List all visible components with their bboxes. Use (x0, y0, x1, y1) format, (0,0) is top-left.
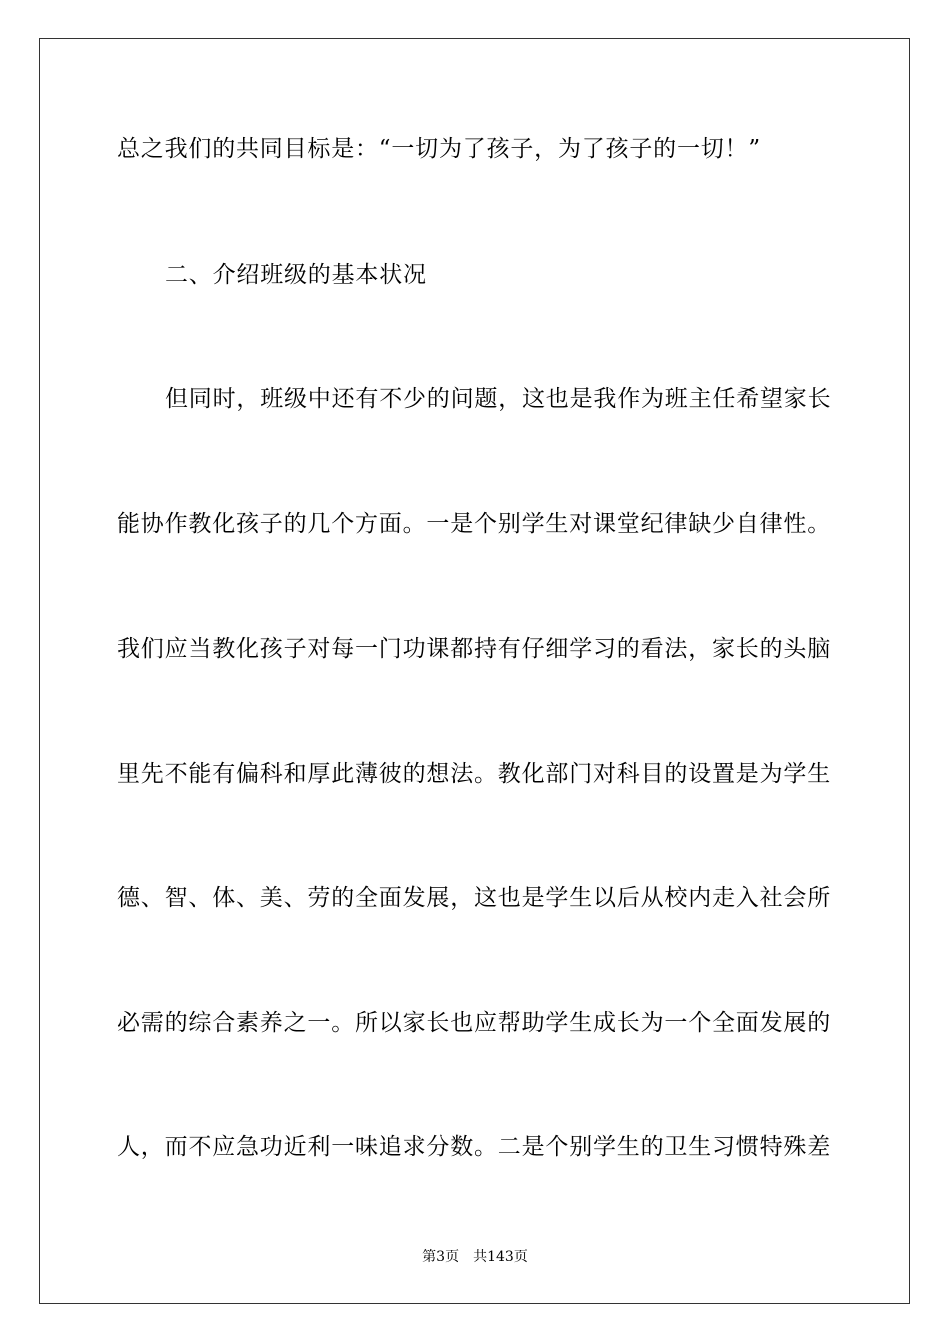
page-total: 共143页 (473, 1249, 528, 1265)
section-heading: 二、介绍班级的基本状况 (165, 262, 427, 288)
paragraph-line: 总之我们的共同目标是：“一切为了孩子，为了孩子的一切！” (117, 136, 761, 162)
paragraph-line: 人，而不应急功近利一味追求分数。二是个别学生的卫生习惯特殊差 (117, 1134, 831, 1160)
paragraph-line: 必需的综合素养之一。所以家长也应帮助学生成长为一个全面发展的 (117, 1010, 831, 1036)
page-footer (0, 1248, 950, 1266)
paragraph-line: 我们应当教化孩子对每一门功课都持有仔细学习的看法，家长的头脑 (117, 636, 831, 662)
page-frame (39, 38, 910, 1304)
paragraph-line: 但同时，班级中还有不少的问题，这也是我作为班主任希望家长 (165, 386, 832, 412)
paragraph-line: 能协作教化孩子的几个方面。一是个别学生对课堂纪律缺少自律性。 (117, 511, 831, 537)
page-number: 第3页 (422, 1249, 460, 1265)
paragraph-line: 德、智、体、美、劳的全面发展，这也是学生以后从校内走入社会所 (117, 885, 831, 911)
paragraph-line: 里先不能有偏科和厚此薄彼的想法。教化部门对科目的设置是为学生 (117, 761, 831, 787)
